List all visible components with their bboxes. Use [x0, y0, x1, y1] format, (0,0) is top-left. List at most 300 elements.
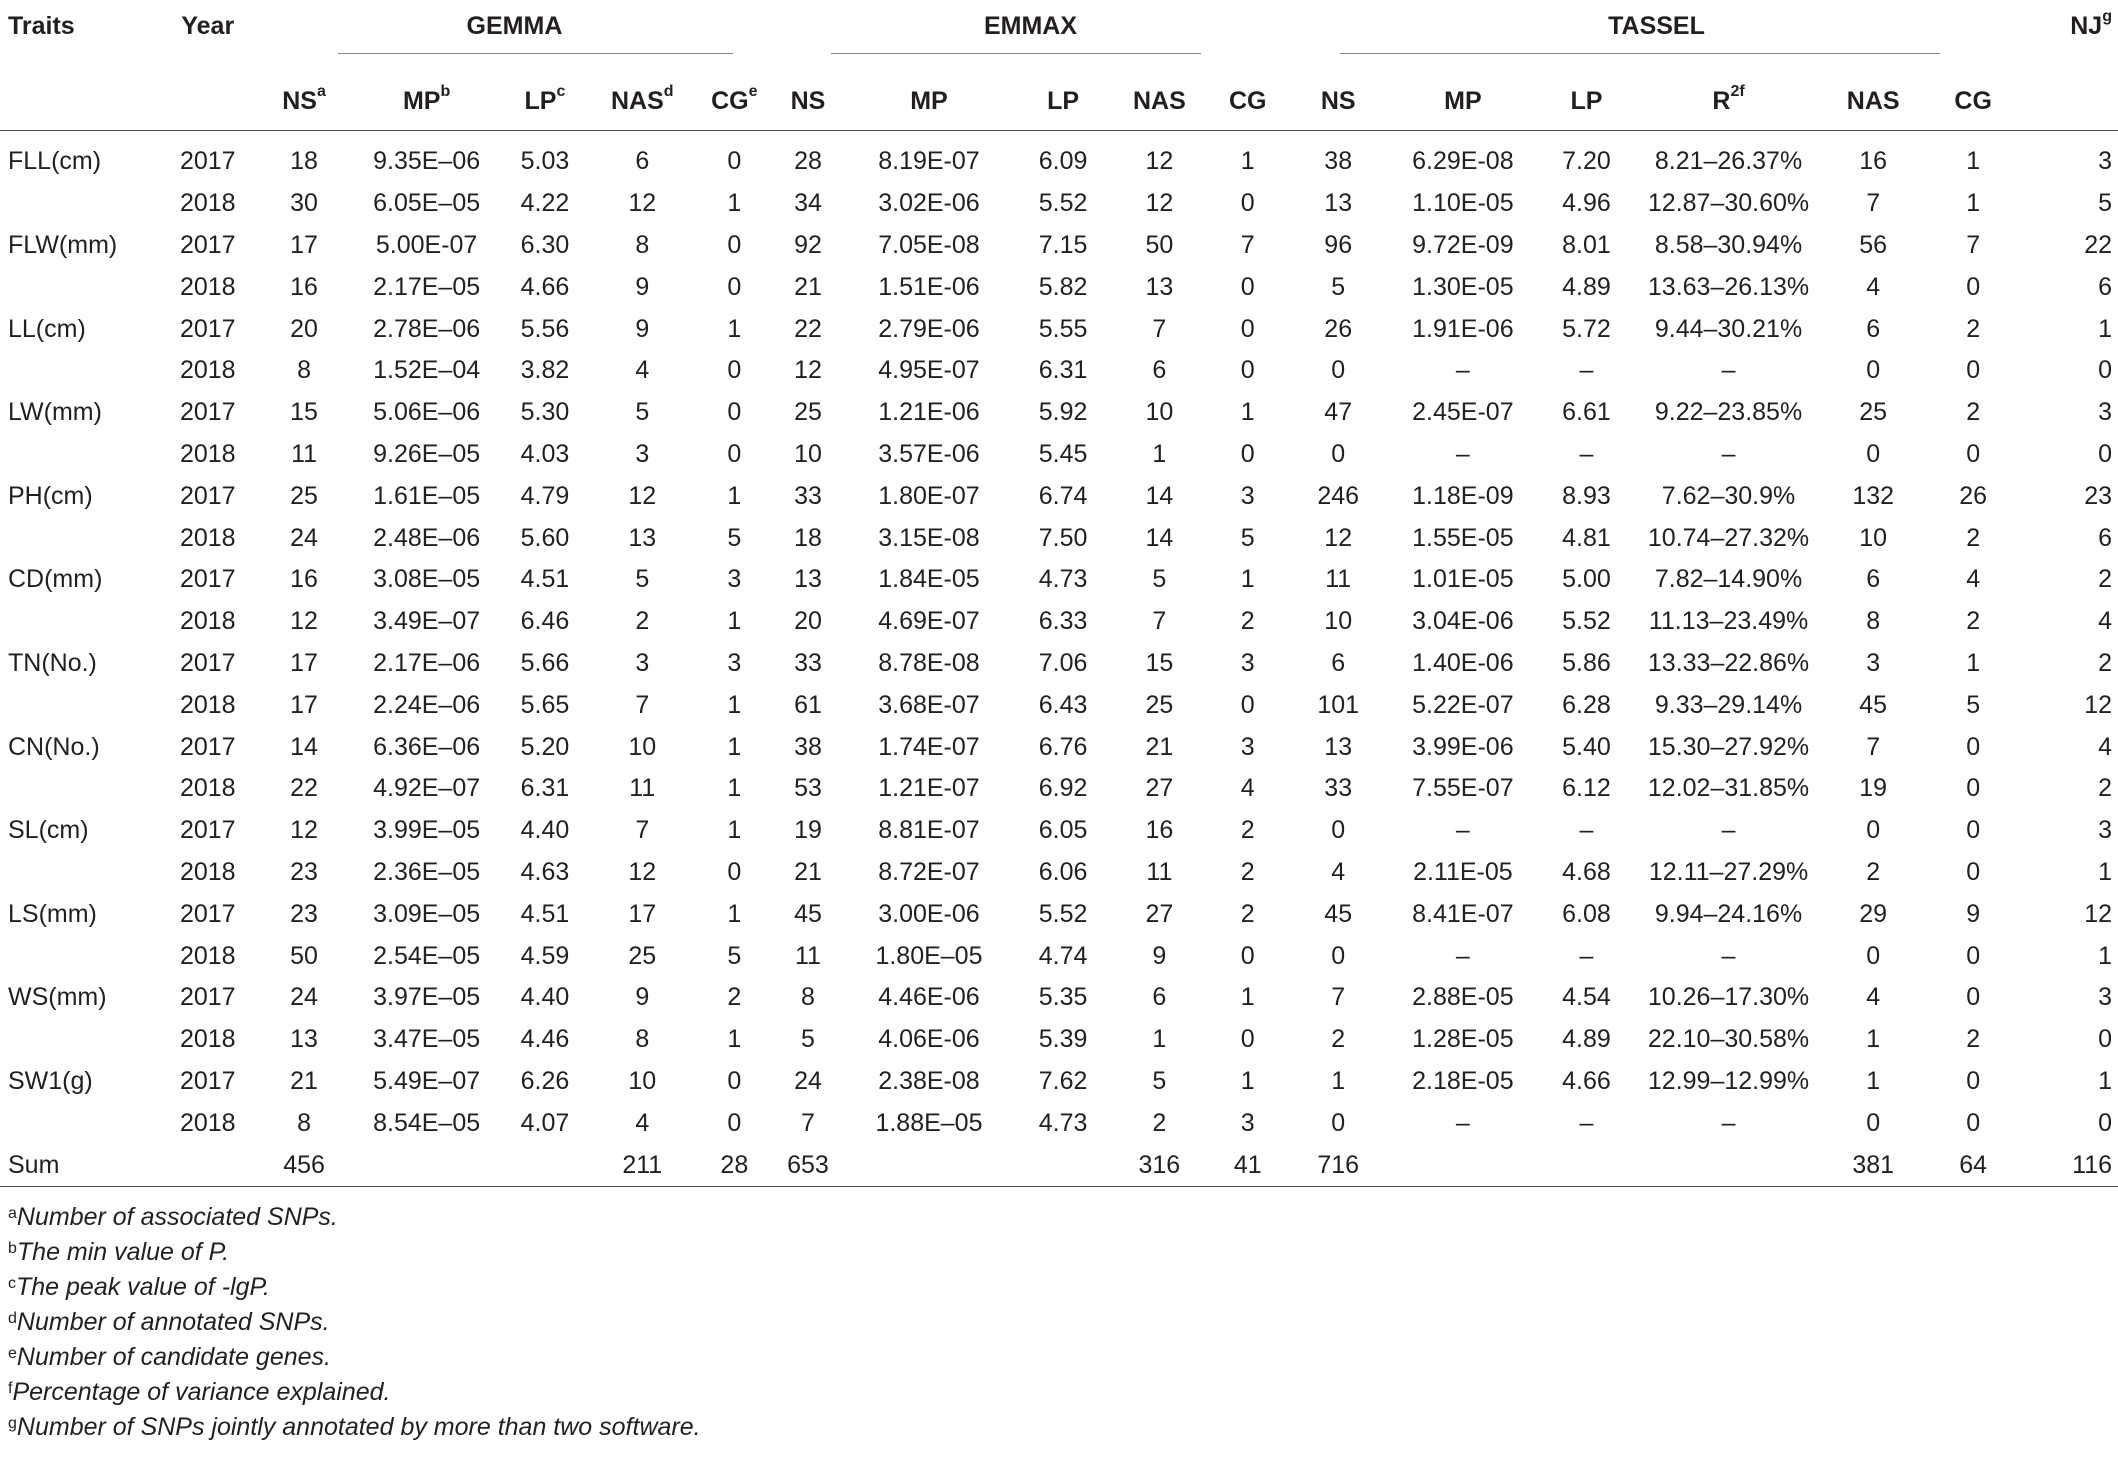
table-cell: 11 [795, 941, 821, 970]
table-cell: 12 [290, 607, 318, 636]
table-cell: TN(No.) [8, 648, 97, 677]
table-cell: SL(cm) [8, 816, 89, 845]
table-cell: 3 [727, 565, 742, 594]
table-cell: 10 [1859, 523, 1888, 552]
table-cell: 1.84E-05 [878, 565, 980, 594]
table-cell: 12 [1145, 147, 1174, 176]
table-cell: 2018 [179, 607, 236, 636]
table-cell: 2.38E-08 [878, 1066, 980, 1095]
table-cell: 7 [635, 690, 650, 719]
table-cell: 10 [628, 1066, 657, 1095]
table-cell: 2 [727, 983, 742, 1012]
table-cell [158, 1144, 258, 1187]
table-cell: 6.09 [1038, 147, 1088, 176]
table-cell: 7 [1866, 732, 1881, 761]
table-cell: 2 [1966, 523, 1981, 552]
col-tassel-mp: MP [1387, 72, 1540, 131]
table-cell: 13.63–26.13% [1647, 272, 1810, 301]
table-cell: 10.74–27.32% [1647, 523, 1810, 552]
table-cell: 2017 [179, 147, 236, 176]
table-row [0, 643, 2118, 685]
table-cell: 2017 [179, 481, 236, 510]
table-row [0, 684, 2118, 726]
table-cell: 716 [1290, 1144, 1387, 1187]
table-cell: 456 [258, 1144, 351, 1187]
header-row-columns [0, 72, 2118, 131]
table-cell: 1 [727, 314, 742, 343]
table-cell: 2 [2098, 565, 2112, 594]
table-cell: 15 [1145, 648, 1174, 677]
table-cell: 24 [290, 523, 318, 552]
table-cell: 41 [1206, 1144, 1290, 1187]
table-cell: 38 [794, 732, 822, 761]
col-tassel-cg: CG [1923, 72, 2023, 131]
table-cell: 10.26–17.30% [1647, 983, 1810, 1012]
table-cell: 20 [794, 607, 822, 636]
table-cell: 2 [1866, 857, 1881, 886]
table-cell [0, 1102, 158, 1144]
table-cell: 5.20 [520, 732, 570, 761]
table-cell [1634, 1144, 1823, 1187]
table-cell: 1.01E-05 [1412, 565, 1514, 594]
table-cell: 6.43 [1038, 690, 1088, 719]
table-cell: 0 [1240, 314, 1255, 343]
table-cell: 8.19E-07 [878, 147, 980, 176]
table-cell: 9 [635, 314, 650, 343]
table-cell: 5.60 [520, 523, 570, 552]
table-cell: 5.49E–07 [373, 1066, 481, 1095]
table-cell: 5.52 [1038, 899, 1088, 928]
table-cell: 5.39 [1038, 1025, 1088, 1054]
footnote: $^d$Number of annotated SNPs. [8, 1308, 330, 1336]
table-cell: 18 [794, 523, 822, 552]
table-cell: 7.62 [1038, 1066, 1088, 1095]
table-cell: 28 [794, 147, 822, 176]
table-cell: 3.04E-06 [1412, 607, 1514, 636]
table-cell: 2018 [179, 356, 236, 385]
table-cell: 17 [290, 690, 318, 719]
table-cell: 3.99E–05 [373, 816, 481, 845]
table-cell: 2 [2098, 648, 2112, 677]
table-cell: 2017 [179, 899, 236, 928]
table-cell: 5.52 [1038, 189, 1088, 218]
table-cell: 4.66 [1562, 1066, 1611, 1095]
table-cell: 2017 [179, 983, 236, 1012]
table-cell: 7 [1152, 607, 1167, 636]
table-cell: 5.92 [1038, 398, 1088, 427]
table-row [0, 935, 2118, 977]
table-cell: 2018 [179, 857, 236, 886]
table-cell: 1 [1240, 983, 1255, 1012]
table-cell: 6.61 [1562, 398, 1611, 427]
table-cell: 0 [1866, 439, 1881, 468]
table-cell: 0 [1240, 356, 1255, 385]
table-cell: 8.72E-07 [878, 857, 980, 886]
table-cell: 10 [1324, 607, 1353, 636]
table-cell: 6.08 [1562, 899, 1611, 928]
table-cell: 0 [727, 147, 742, 176]
table-cell: 25 [1859, 398, 1888, 427]
table-cell: 11 [291, 439, 318, 468]
table-cell: 9.35E–06 [373, 147, 481, 176]
table-cell: WS(mm) [8, 983, 107, 1012]
table-cell: 0 [1866, 941, 1881, 970]
table-cell: 1 [727, 774, 742, 803]
table-cell: 0 [2098, 356, 2112, 385]
table-cell: 4.68 [1562, 857, 1611, 886]
table-cell: LL(cm) [8, 314, 86, 343]
table-cell: 0 [1331, 356, 1346, 385]
table-cell: 2.88E-05 [1412, 983, 1514, 1012]
table-cell: 7 [801, 1108, 815, 1137]
table-cell: 1 [2098, 857, 2112, 886]
table-row [0, 434, 2118, 476]
table-cell: 1 [1152, 1025, 1167, 1054]
table-cell: 12 [794, 356, 822, 385]
table-cell: 4 [635, 1108, 650, 1137]
table-cell: 0 [1331, 816, 1346, 845]
table-cell: 10 [794, 439, 822, 468]
table-cell: 2.78E–06 [373, 314, 481, 343]
table-cell: 5 [727, 941, 742, 970]
table-cell: 9 [1966, 899, 1981, 928]
table-cell: 2.54E–05 [373, 941, 481, 970]
table-cell: 1.55E-05 [1412, 523, 1514, 552]
table-cell: 4.51 [520, 565, 570, 594]
table-cell: 0 [1866, 816, 1881, 845]
table-cell: 2.48E–06 [373, 523, 481, 552]
table-cell: 0 [1966, 1066, 1981, 1095]
table-cell: 2018 [179, 774, 236, 803]
table-cell: 5.82 [1038, 272, 1088, 301]
table-cell: 3.68E-07 [878, 690, 980, 719]
table-cell: 2 [1966, 607, 1981, 636]
table-cell: 10 [1145, 398, 1174, 427]
table-cell: LW(mm) [8, 398, 102, 427]
table-cell: 8 [635, 1025, 650, 1054]
table-row [0, 1019, 2118, 1061]
table-cell: 4.54 [1562, 983, 1611, 1012]
table-cell: 3 [1240, 481, 1255, 510]
table-cell: 1.51E-06 [878, 272, 980, 301]
table-cell [1539, 1144, 1634, 1187]
table-cell: 4.69E-07 [878, 607, 980, 636]
table-cell: 3 [2098, 983, 2112, 1012]
table-cell: 4.66 [520, 272, 570, 301]
table-cell: 6 [1866, 565, 1881, 594]
table-cell: 0 [1966, 774, 1981, 803]
table-cell: 0 [1966, 356, 1981, 385]
table-cell: 1.21E-06 [878, 398, 980, 427]
table-cell: 29 [1859, 899, 1888, 928]
table-row [0, 1102, 2118, 1144]
table-cell: 3 [727, 648, 742, 677]
table-cell: 18 [290, 147, 318, 176]
header-tassel: TASSEL [1290, 0, 2023, 72]
table-cell: 21 [794, 272, 822, 301]
header-gemma: GEMMA [258, 0, 771, 72]
table-cell: 0 [1966, 816, 1981, 845]
table-row [0, 266, 2118, 308]
table-cell: 7.82–14.90% [1654, 565, 1803, 594]
table-cell: 8.21–26.37% [1654, 147, 1803, 176]
table-cell: 0 [727, 1066, 742, 1095]
table-cell: 13 [290, 1025, 318, 1054]
table-cell: 5.00E-07 [375, 230, 478, 259]
table-cell: 7.50 [1038, 523, 1088, 552]
table-cell: 4 [1240, 774, 1255, 803]
table-cell: 0 [1966, 439, 1981, 468]
table-cell: 8.81E-07 [878, 816, 980, 845]
table-cell: 2.17E–05 [373, 272, 481, 301]
footnote: $^b$The min value of P. [8, 1238, 230, 1266]
table-cell: 1 [727, 481, 742, 510]
table-cell: 2017 [179, 565, 236, 594]
table-cell: – [1455, 816, 1470, 845]
table-row [0, 475, 2118, 517]
table-cell: 12.11–27.29% [1648, 857, 1809, 886]
table-cell: 3.97E–05 [373, 983, 481, 1012]
table-cell: 4 [1966, 565, 1981, 594]
table-cell: 5 [635, 398, 650, 427]
footnote: $^e$Number of candidate genes. [8, 1343, 331, 1371]
table-cell: 8.41E-07 [1412, 899, 1514, 928]
table-cell: 7.05E-08 [878, 230, 980, 259]
table-cell: 0 [1240, 1025, 1255, 1054]
table-cell: 5 [635, 565, 650, 594]
table-cell: 0 [1966, 983, 1981, 1012]
table-cell: 13 [1145, 272, 1174, 301]
col-tassel-lp: LP [1539, 72, 1634, 131]
table-cell: 116 [2023, 1144, 2118, 1187]
table-cell: 4.40 [520, 816, 570, 845]
table-cell: 5.86 [1562, 648, 1611, 677]
table-cell: 5.35 [1038, 983, 1088, 1012]
table-cell: 1 [1240, 398, 1255, 427]
table-cell: 2 [1331, 1025, 1346, 1054]
table-cell: – [1579, 941, 1594, 970]
table-cell: 0 [1966, 941, 1981, 970]
table-cell: 3 [1240, 732, 1255, 761]
table-cell [1387, 1144, 1540, 1187]
table-cell [0, 434, 158, 476]
table-cell: 1 [2098, 1066, 2112, 1095]
table-cell: 0 [727, 230, 742, 259]
table-cell: 3.47E–05 [373, 1025, 481, 1054]
table-cell: 13.33–22.86% [1647, 648, 1810, 677]
table-row [0, 601, 2118, 643]
table-cell: 2.45E-07 [1412, 398, 1514, 427]
table-cell: 3.99E-06 [1412, 732, 1514, 761]
table-cell [0, 601, 158, 643]
table-cell: 22.10–30.58% [1647, 1025, 1810, 1054]
table-cell: 1 [727, 690, 742, 719]
table-cell: 8 [801, 983, 815, 1012]
table-row [0, 350, 2118, 392]
table-cell [0, 684, 158, 726]
table-cell: 6 [1866, 314, 1881, 343]
table-cell: 0 [727, 857, 742, 886]
table-cell: 1 [1240, 565, 1255, 594]
table-cell: 6.05 [1038, 816, 1088, 845]
col-gemma-lp: $LP^c$ [503, 72, 587, 131]
table-cell: 4.63 [520, 857, 570, 886]
table-cell: – [1579, 1108, 1594, 1137]
table-cell: 4.74 [1038, 941, 1088, 970]
table-cell: 25 [628, 941, 657, 970]
table-row [0, 183, 2118, 225]
table-cell: 1 [2098, 941, 2112, 970]
table-cell: 101 [1317, 690, 1360, 719]
gemma-group-rule [338, 53, 733, 54]
table-cell: 3 [2098, 398, 2112, 427]
table-cell: 9.72E-09 [1412, 230, 1514, 259]
table-cell: 7.15 [1038, 230, 1088, 259]
table-cell: Sum [0, 1144, 158, 1187]
table-cell: 64 [1923, 1144, 2023, 1187]
table-row [0, 810, 2118, 852]
table-cell: 5 [1966, 690, 1981, 719]
table-cell: 11 [1325, 565, 1352, 594]
table-cell: 316 [1113, 1144, 1206, 1187]
table-cell: 96 [1324, 230, 1353, 259]
table-cell: CN(No.) [8, 732, 100, 761]
table-cell: 21 [1145, 732, 1174, 761]
table-cell: 17 [290, 648, 318, 677]
table-cell: – [1579, 356, 1594, 385]
table-cell: 4.73 [1038, 1108, 1088, 1137]
table-cell: 9 [635, 272, 650, 301]
table-cell: 1.21E-07 [878, 774, 980, 803]
table-cell: 1 [2098, 314, 2112, 343]
table-cell: 5.65 [520, 690, 570, 719]
table-cell: 5.52 [1562, 607, 1611, 636]
table-cell: 2 [1240, 816, 1255, 845]
table-cell: 4 [2098, 732, 2112, 761]
table-cell: 5.55 [1038, 314, 1088, 343]
table-cell: 5 [727, 523, 742, 552]
table-cell: 0 [1866, 356, 1881, 385]
table-cell: 6.36E–06 [373, 732, 481, 761]
table-cell: 6 [1152, 983, 1167, 1012]
table-cell: 0 [2098, 439, 2112, 468]
table-cell: 0 [1966, 857, 1981, 886]
table-cell: 33 [794, 481, 822, 510]
table-row [0, 977, 2118, 1019]
table-cell: 12.02–31.85% [1647, 774, 1810, 803]
table-cell: 5 [1331, 272, 1346, 301]
table-cell: 19 [1859, 774, 1888, 803]
table-cell: 0 [2098, 1025, 2112, 1054]
table-cell: 2018 [179, 690, 236, 719]
table-cell: 2017 [179, 230, 236, 259]
table-cell: 8 [297, 1108, 311, 1137]
table-cell: 4.46E-06 [878, 983, 980, 1012]
table-cell [0, 852, 158, 894]
table-cell: 0 [1240, 690, 1255, 719]
table-cell: 7 [1331, 983, 1346, 1012]
table-cell: 11 [1146, 857, 1173, 886]
table-cell: 6.28 [1562, 690, 1611, 719]
col-gemma-ns: $NS^a$ [258, 72, 351, 131]
table-cell: 6.46 [520, 607, 570, 636]
table-cell: 0 [1966, 732, 1981, 761]
table-cell: 4 [1866, 272, 1881, 301]
table-cell: 12 [2084, 690, 2112, 719]
table-cell: 11 [629, 774, 656, 803]
table-cell: 2018 [179, 1025, 236, 1054]
table-cell: – [1721, 1108, 1736, 1137]
table-cell: 14 [1145, 523, 1174, 552]
table-cell: 2017 [179, 648, 236, 677]
table-cell: 16 [290, 565, 318, 594]
table-cell: 0 [1966, 272, 1981, 301]
table-cell: 9 [635, 983, 650, 1012]
table-cell: 22 [2084, 230, 2112, 259]
table-cell: 2 [1966, 398, 1981, 427]
header-nj: $NJ^g$ [2070, 8, 2112, 40]
table-cell: 1.91E-06 [1412, 314, 1514, 343]
table-cell: 5.03 [520, 147, 570, 176]
table-cell: CD(mm) [8, 565, 103, 594]
table-cell: 2 [1966, 314, 1981, 343]
table-row [0, 392, 2118, 434]
table-cell: 2018 [179, 941, 236, 970]
table-row [0, 768, 2118, 810]
table-cell: 21 [290, 1066, 318, 1095]
emmax-group-rule [831, 53, 1201, 54]
table-cell: 4.03 [520, 439, 570, 468]
table-cell: 6.76 [1038, 732, 1088, 761]
table-cell: 3 [635, 439, 650, 468]
table-cell: 5.56 [520, 314, 570, 343]
table-cell: 1.80E–05 [875, 941, 983, 970]
table-cell: 6.12 [1562, 774, 1611, 803]
table-cell: 2 [2098, 774, 2112, 803]
table-cell: – [1455, 1108, 1470, 1137]
table-cell: 47 [1324, 398, 1353, 427]
table-cell: 4.51 [520, 899, 570, 928]
table-cell: 3 [1240, 1108, 1255, 1137]
table-cell: 3.00E-06 [878, 899, 980, 928]
table-cell: 16 [290, 272, 318, 301]
table-cell: 3 [2098, 147, 2112, 176]
table-cell: 8 [297, 356, 311, 385]
table-row [0, 726, 2118, 768]
table-cell: 4.92E–07 [373, 774, 481, 803]
table-body [0, 131, 2118, 1187]
table-cell: 0 [1331, 941, 1346, 970]
table-cell: – [1579, 816, 1594, 845]
table-cell: 3.02E-06 [878, 189, 980, 218]
table-row [0, 517, 2118, 559]
table-cell: 12 [290, 816, 318, 845]
table-cell [0, 935, 158, 977]
table-cell: 3 [635, 648, 650, 677]
table-cell: 6.31 [1038, 356, 1088, 385]
table-cell [1013, 1144, 1113, 1187]
col-emmax-ns: NS [771, 72, 845, 131]
table-cell: – [1579, 439, 1594, 468]
table-cell [0, 350, 158, 392]
table-cell: 27 [1145, 774, 1174, 803]
table-cell: 4.06E-06 [878, 1025, 980, 1054]
table-cell: 19 [794, 816, 822, 845]
table-cell: 16 [1145, 816, 1174, 845]
table-cell: 1.52E–04 [373, 356, 481, 385]
col-emmax-mp: MP [845, 72, 1013, 131]
table-cell: 5 [1152, 1066, 1167, 1095]
